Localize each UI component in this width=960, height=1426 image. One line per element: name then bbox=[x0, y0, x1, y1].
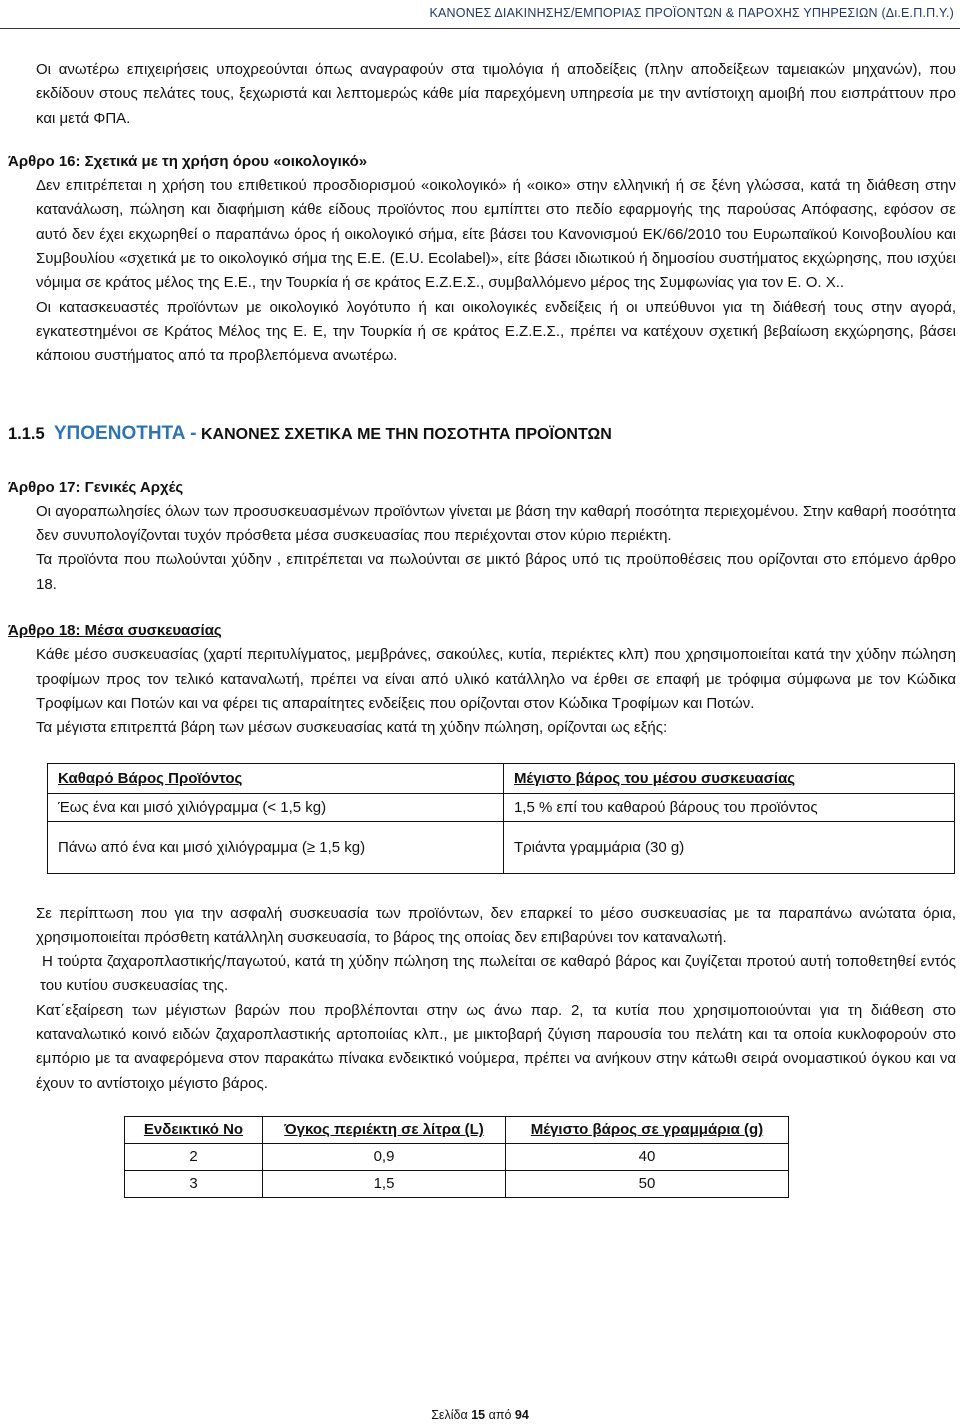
table-header-cell: Καθαρό Βάρος Προϊόντος bbox=[48, 763, 504, 793]
art18-paragraph-1 bbox=[8, 643, 956, 716]
list-number bbox=[14, 950, 42, 974]
table-cell: Πάνω από ένα και μισό χιλιόγραμμα (≥ 1,5 kg) bbox=[48, 821, 504, 873]
page-footer bbox=[0, 1408, 960, 1422]
table-header-cell: Μέγιστο βάρος του μέσου συσκευασίας bbox=[503, 763, 954, 793]
table-row bbox=[125, 1143, 789, 1170]
table-row bbox=[125, 1170, 789, 1197]
subsection-title: ΚΑΝΟΝΕΣ ΣΧΕΤΙΚΑ ΜΕ ΤΗΝ ΠΟΣΟΤΗΤΑ ΠΡΟΪΟΝΤΩΝ bbox=[200, 425, 612, 443]
subsection-heading bbox=[8, 419, 956, 450]
table-cell: 2 bbox=[125, 1143, 263, 1170]
paragraph-text: Τα προϊόντα που πωλούνται χύδην , επιτρέπεται να πωλούνται σε μικτό βάρος υπό τις προϋποθέσεις που ορίζονται στο επόμενο άρθρο 18. bbox=[36, 551, 956, 593]
art18-paragraph-3 bbox=[8, 902, 956, 951]
list-number bbox=[8, 902, 36, 926]
intro-paragraph bbox=[8, 58, 956, 131]
box-volume-table bbox=[124, 1116, 789, 1198]
current-page: 15 bbox=[471, 1408, 486, 1422]
paragraph-text: Σε περίπτωση που για την ασφαλή συσκευασία των προϊόντων, δεν επαρκεί το μέσο συσκευασίας με τα παραπάνω ανώτατα όρια, χρησιμοποιείται πρόσθετη κατάλληλη συσκευασία, το βάρος της οποίας δεν επιβαρύνει τον καταναλωτή. bbox=[36, 904, 956, 946]
art16-paragraph-2 bbox=[8, 296, 956, 369]
table-header-cell: Μέγιστο βάρος σε γραμμάρια (g) bbox=[506, 1116, 789, 1143]
table-cell: 0,9 bbox=[263, 1143, 506, 1170]
table-header-cell: Όγκος περιέκτη σε λίτρα (L) bbox=[263, 1116, 506, 1143]
list-number bbox=[8, 643, 36, 667]
subsection-dash: - bbox=[190, 422, 197, 444]
table-row bbox=[48, 793, 955, 821]
art17-paragraph-2 bbox=[8, 548, 956, 597]
document-body bbox=[8, 58, 956, 1198]
subsection-label: ΥΠΟΕΝΟΤΗΤΑ bbox=[53, 422, 186, 444]
table-header-cell: Ενδεικτικό Νο bbox=[125, 1116, 263, 1143]
list-number bbox=[8, 58, 36, 82]
list-number bbox=[8, 999, 36, 1023]
art16-paragraph-1 bbox=[8, 174, 956, 295]
list-number bbox=[8, 548, 36, 572]
table-cell: Τριάντα γραμμάρια (30 g) bbox=[503, 821, 954, 873]
footer-mid: από bbox=[488, 1408, 512, 1422]
total-pages: 94 bbox=[514, 1408, 529, 1422]
list-number bbox=[8, 296, 36, 320]
art18-paragraph-2 bbox=[8, 716, 956, 740]
running-header: ΚΑΝΟΝΕΣ ΔΙΑΚΙΝΗΣΗΣ/ΕΜΠΟΡΙΑΣ ΠΡΟΪΟΝΤΩΝ & ΠΑΡΟΧΗΣ ΥΠΗΡΕΣΙΩΝ (Δι.Ε.Π.Π.Υ.) bbox=[429, 6, 954, 20]
paragraph-text: Κατ΄εξαίρεση των μέγιστων βαρών που προβλέπονται στην ως άνω παρ. 2, τα κυτία που χρησιμοποιούνται για τη διάθεση στο καταναλωτικό κοινό ειδών ζαχαροπλαστικής αρτοποιίας κλπ., με μικτοβαρή ζύγιση παρουσία του πελάτη και τα οποία κυκλοφορούν στο εμπόριο με τα αναφερόμενα στον παρακάτω πίνακα ενδεικτικό νούμερα, πρέπει να ανήκουν στην κάτωθι σειρά ονομαστικού όγκου και να έχουν το αντίστοιχο μέγιστο βάρος. bbox=[36, 1001, 956, 1092]
paragraph-text: Κάθε μέσο συσκευασίας (χαρτί περιτυλίγματος, μεμβράνες, σακούλες, κυτία, περιέκτες κλπ) που χρησιμοποιείται κατά την χύδην πώληση τροφίμων προς τον τελικό καταναλωτή, πρέπει να είναι από υλικό κατάλληλο να έρθει σε επαφή με τρόφιμα σύμφωνα με τον Κώδικα Τροφίμων και Ποτών και να φέρει τις απαραίτητες ενδείξεις που ορίζονται στον Κώδικα Τροφίμων και Ποτών. bbox=[36, 646, 956, 712]
article-17-title: Άρθρο 17: Γενικές Αρχές bbox=[8, 478, 184, 496]
table-row bbox=[48, 821, 955, 873]
table-cell: 1,5 % επί του καθαρού βάρους του προϊόντος bbox=[503, 793, 954, 821]
table-cell: Έως ένα και μισό χιλιόγραμμα (< 1,5 kg) bbox=[48, 793, 504, 821]
article-18-title-text: Άρθρο 18: Μέσα συσκευασίας bbox=[8, 622, 222, 640]
table-cell: 1,5 bbox=[263, 1170, 506, 1197]
paragraph-text: Οι κατασκευαστές προϊόντων με οικολογικό λογότυπο ή και οικολογικές ενδείξεις ή οι υπεύθυνοι για τη διάθεσή τους στην αγορά, εγκατεστημένοι σε Κράτος Μέλος της Ε. Ε, την Τουρκία ή σε κράτος Ε.Ζ.Ε.Σ., πρέπει να κατέχουν σχετική βεβαίωση εκχώρησης, βάσει κάποιου συστήματος από τα προβλεπόμενα ανωτέρω. bbox=[36, 298, 956, 365]
table-cell: 50 bbox=[506, 1170, 789, 1197]
article-18-title bbox=[8, 619, 956, 643]
table-cell: 40 bbox=[506, 1143, 789, 1170]
list-number bbox=[8, 174, 36, 198]
table-header-row bbox=[125, 1116, 789, 1143]
paragraph-text: Δεν επιτρέπεται η χρήση του επιθετικού προσδιορισμού «οικολογικό» ή «οικο» στην ελληνική ή σε ξένη γλώσσα, κατά τη διάθεση στην κατανάλωση, πώληση και διαφήμιση κάθε είδους προϊόντος που εμπίπτει στο πεδίο εφαρμογής της παρούσας Απόφασης, εφόσον σε αυτό δεν έχει εκχωρηθεί ο παραπάνω όρος ή οικολογικό σήμα, είτε βάσει του Κανονισμού ΕΚ/66/2010 του Ευρωπαϊκού Κοινοβουλίου και Συμβουλίου «σχετικά με το οικολογικό σήμα της Ε.Ε. (E.U. Ecolabel)», είτε βάσει ιδιωτικού ή δημοσίου συστήματος εκχώρησης, που ισχύει νόμιμα σε κράτος μέλος της Ε.Ε., την Τουρκία ή σε κράτος Ε.Ζ.Ε.Σ., συμβαλλόμενο μέρος της Συμφωνίας για τον Ε. Ο. Χ.. bbox=[36, 177, 956, 292]
table-cell: 3 bbox=[125, 1170, 263, 1197]
subsection-number: 1.1.5 bbox=[8, 424, 45, 443]
header-divider bbox=[0, 28, 960, 29]
art18-paragraph-5 bbox=[8, 999, 956, 1096]
paragraph-text: Η τούρτα ζαχαροπλαστικής/παγωτού, κατά τη χύδην πώληση της πωλείται σε καθαρό βάρος και ζυγίζεται προτού αυτή τοποθετηθεί εντός του κυτίου συσκευασίας της. bbox=[40, 953, 956, 995]
article-16-title: Άρθρο 16: Σχετικά με τη χρήση όρου «οικολογικό» bbox=[8, 152, 368, 170]
paragraph-text: Οι ανωτέρω επιχειρήσεις υποχρεούνται όπως αναγραφούν στα τιμολόγια ή αποδείξεις (πλην αποδείξεων ταμειακών μηχανών), που εκδίδουν στους πελάτες τους, ξεχωριστά και λεπτομερώς κάθε μία παρεχόμενη υπηρεσία με την αντίστοιχη αμοιβή που εισπράττουν προ και μετά ΦΠΑ. bbox=[36, 61, 956, 127]
art17-paragraph-1 bbox=[8, 500, 956, 549]
list-number bbox=[8, 716, 36, 740]
list-number bbox=[8, 500, 36, 524]
table-header-row bbox=[48, 763, 955, 793]
packaging-weight-table bbox=[47, 763, 955, 874]
paragraph-text: Οι αγοραπωλησίες όλων των προσυσκευασμένων προϊόντων γίνεται με βάση την καθαρή ποσότητα περιεχομένου. Στην καθαρή ποσότητα δεν συνυπολογίζονται τυχόν πρόσθετα μέσα συσκευασίας που περιέχονται στον κύριο περιέκτη. bbox=[36, 502, 956, 545]
paragraph-text: Τα μέγιστα επιτρεπτά βάρη των μέσων συσκευασίας κατά τη χύδην πώληση, ορίζονται ως εξής: bbox=[36, 719, 668, 737]
art18-paragraph-4 bbox=[8, 950, 956, 999]
footer-prefix: Σελίδα bbox=[431, 1408, 468, 1422]
